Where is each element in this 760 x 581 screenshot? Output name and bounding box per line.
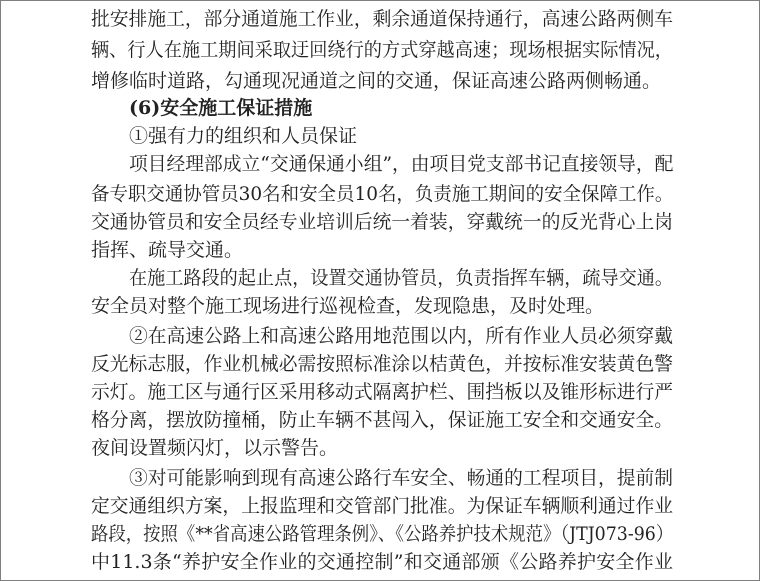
paragraph-line: 备专职交通协管员30名和安全员10名，负责施工期间的安全保障工作。	[91, 183, 674, 205]
paragraph-line: 格分离，摆放防撞桶，防止车辆不甚闯入，保证施工安全和交通安全。	[91, 409, 674, 431]
paragraph-line: 中11.3条“养护安全作业的交通控制”和交通部颁《公路养护安全作业	[91, 551, 673, 573]
paragraph-line: 反光标志服，作业机械必需按照标准涂以桔黄色，并按标准安装黄色警	[91, 353, 674, 375]
paragraph-line: ③对可能影响到现有高速公路行车安全、畅通的工程项目，提前制	[129, 467, 674, 489]
paragraph-line: 夜间设置频闪灯，以示警告。	[91, 437, 339, 459]
paragraph-line: 交通协管员和安全员经专业培训后统一着装，穿戴统一的反光背心上岗	[91, 211, 674, 233]
paragraph-line: ②在高速公路上和高速公路用地范围以内，所有作业人员必须穿戴	[129, 325, 674, 347]
paragraph-line: 增修临时道路，勾通现况通道之间的交通，保证高速公路两侧畅通。	[91, 70, 662, 92]
paragraph-line: 批安排施工，部分通道施工作业，剩余通道保持通行，高速公路两侧车	[91, 8, 674, 30]
paragraph-line: 项目经理部成立“交通保通小组”，由项目党支部书记直接领导，配	[129, 153, 674, 175]
paragraph-line: 示灯。施工区与通行区采用移动式隔离护栏、围挡板以及锥形标进行严	[91, 381, 674, 403]
paragraph-line: 指挥、疏导交通。	[91, 239, 244, 261]
paragraph-line: 辆、行人在施工期间采取迂回绕行的方式穿越高速；现场根据实际情况，	[91, 39, 673, 61]
paragraph-line: 在施工路段的起止点，设置交通协管员，负责指挥车辆，疏导交通。	[129, 267, 674, 289]
paragraph-line: 路段，按照《**省高速公路管理条例》、《公路养护技术规范》（JTJ073-96）	[91, 523, 674, 545]
section-heading: (6)安全施工保证措施	[129, 97, 313, 119]
subsection-heading: ①强有力的组织和人员保证	[129, 125, 358, 147]
paragraph-line: 安全员对整个施工现场进行巡视检查，发现隐患，及时处理。	[91, 295, 605, 317]
paragraph-line: 定交通组织方案，上报监理和交管部门批准。为保证车辆顺利通过作业	[91, 495, 674, 517]
